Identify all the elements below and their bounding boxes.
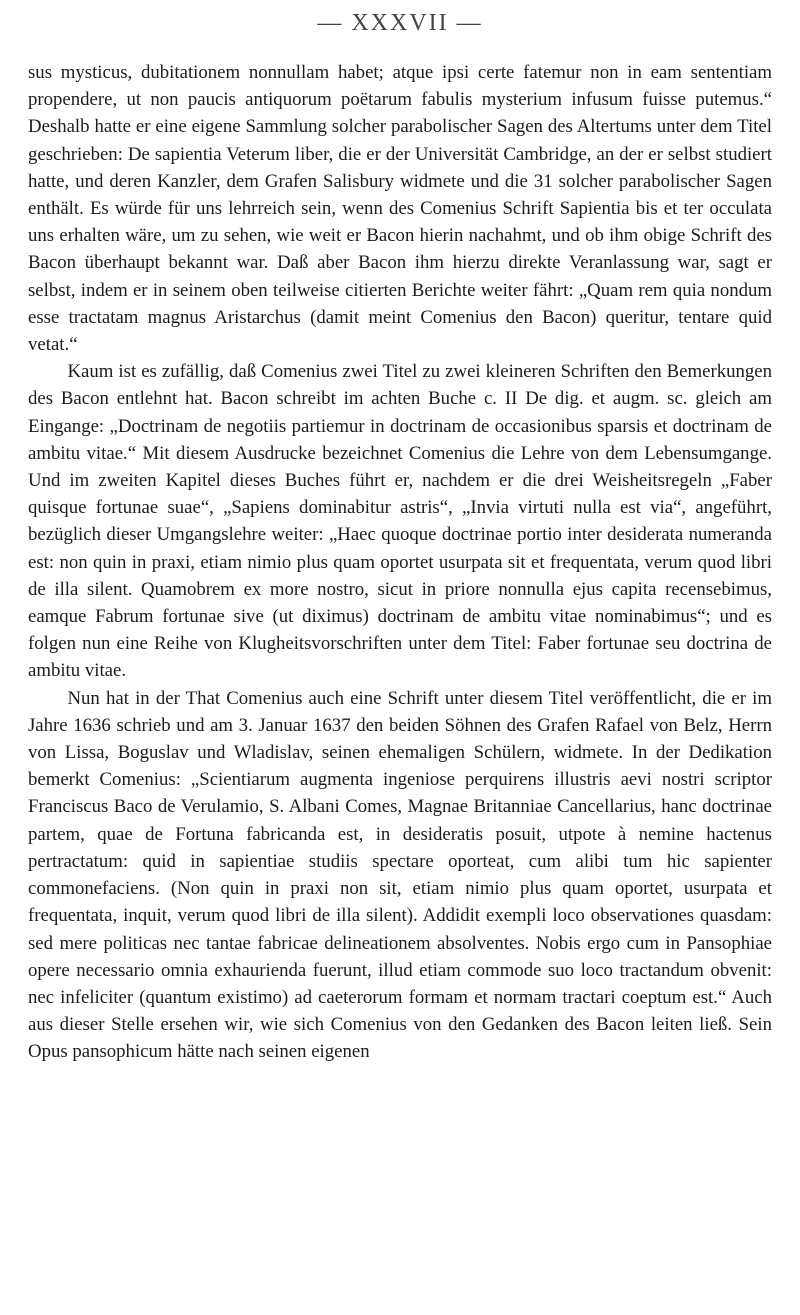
paragraph-continuation: sus mysticus, dubitationem nonnullam habet; atque ipsi certe fatemur non in eam sententiam propendere, ut non paucis antiquorum poëtarum fabulis mysterium infusum fuisse putemus.“ Deshalb hatte er eine eigene Sammlung solcher parabolischer Sagen des Altertums unter dem Titel geschrieben: De sapientia Veterum liber, die er der Universität Cambridge, an der er selbst studiert hatte, und deren Kanzler, dem Grafen Salisbury widmete und die 31 solcher parabolischer Sagen enthält. Es würde für uns lehrreich sein, wenn des Comenius Schrift Sapientia bis et ter occulata uns erhalten wäre, um zu sehen, wie weit er Bacon hierin nachahmt, und ob ihm obige Schrift des Bacon überhaupt bekannt war. Daß aber Bacon ihm hierzu direkte Veranlassung war, sagt er selbst, indem er in seinem oben teilweise citierten Berichte weiter fährt: „Quam rem quia nondum esse tractatam magnus Aristarchus (damit meint Comenius den Bacon) queritur, tentare quid vetat.“: [28, 62, 772, 356]
paragraph-faber-fortunae: Nun hat in der That Comenius auch eine Schrift unter diesem Titel veröffentlicht, die er im Jahre 1636 schrieb und am 3. Januar 1637 den beiden Söhnen des Grafen Rafael von Belz, Herrn von Lissa, Boguslav und Wladislav, seinen ehemaligen Schülern, widmete. In der Dedikation bemerkt Comenius: „Scientiarum augmenta ingeniose perquirens illustris aevi nostri scriptor Franciscus Baco de Verulamio, S. Albani Comes, Magnae Britanniae Cancellarius, hanc doctrinae partem, quae de Fortuna fabricanda est, in desideratis posuit, utpote à nemine hactenus pertractatum: quid in sapientiae studiis spectare oporteat, cum alibi tum hic sapienter commonefaciens. (Non quin in praxi non sit, etiam nimio plus quam oportet, usurpata et frequentata, inquit, verum quod libri de illa silent). Addidit exempli loco observationes quasdam: sed mere politicas nec tantae fabricae delineationem absolventes. Nobis ergo cum in Pansophiae opere necessario omnia exhaurienda fuerunt, illud etiam commode suo loco tractandum obvenit: nec infeliciter (quantum existimo) ad caeterorum formam et normam tractari coeptum est.“ Auch aus dieser Stelle ersehen wir, wie sich Comenius von den Gedanken des Bacon leiten ließ. Sein Opus pansophicum hätte nach seinen eigenen: [28, 687, 772, 1063]
body-text: [28, 59, 772, 1066]
page-number: — XXXVII —: [317, 10, 483, 36]
paragraph-bacon-titles: Kaum ist es zufällig, daß Comenius zwei Titel zu zwei kleineren Schriften den Bemerkungen des Bacon entlehnt hat. Bacon schreibt im achten Buche c. II De dig. et augm. sc. gleich am Eingange: „Doctrinam de negotiis partiemur in doctrinam de occasionibus sparsis et doctrinam de ambitu vitae.“ Mit diesem Ausdrucke bezeichnet Comenius die Lehre von dem Lebensumgange. Und im zweiten Kapitel dieses Buches führt er, nachdem er die drei Weisheitsregeln „Faber quisque fortunae suae“, „Sapiens dominabitur astris“, „Invia virtuti nulla est via“, angeführt, bezüglich dieser Umgangslehre weiter: „Haec quoque doctrinae portio inter desiderata numeranda est: non quin in praxi, etiam nimio plus quam oportet usurpata sit et frequentata, verum quod libri de illa silent. Quamobrem ex more nostro, sicut in priore nonnulla ejus capita recensebimus, eamque Fabrum fortunae sive (ut diximus) doctrinam de ambitu vitae nominabimus“; und es folgen nun eine Reihe von Klugheitsvorschriften unter dem Titel: Faber fortunae seu doctrina de ambitu vitae.: [28, 361, 772, 682]
